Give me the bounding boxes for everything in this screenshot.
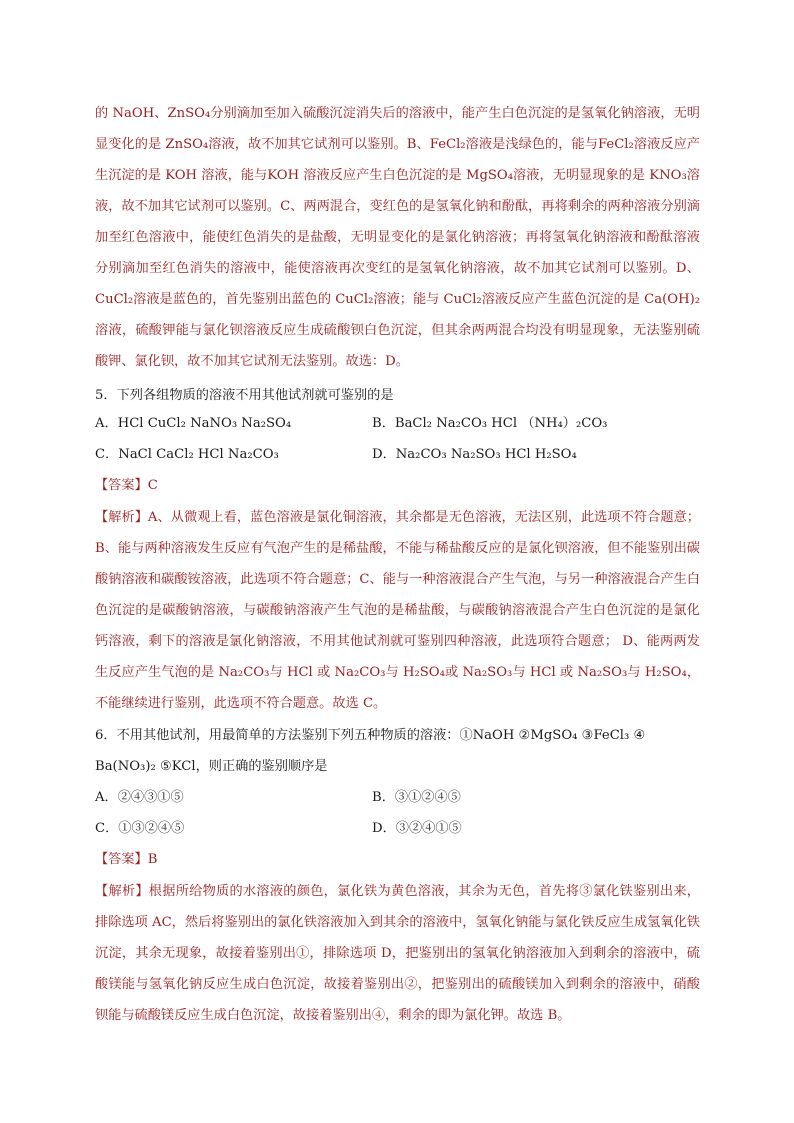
question-6-stem-line-2: Ba(NO₃)₂ ⑤KCl，则正确的鉴别顺序是 — [95, 759, 328, 774]
question-5-option-d: D．Na₂CO₃ Na₂SO₃ HCl H₂SO₄ — [372, 447, 577, 462]
question-6-option-c: C．①③②④⑤ — [95, 821, 185, 836]
question-6-explanation: 【解析】根据所给物质的水溶液的颜色，氯化铁为黄色溶液，其余为无色，首先将③氯化铁鉴别出来，排除选项 AC，然后将鉴别出的氯化铁溶液加入到其余的溶液中，氢氧化钠能与氯化铁反应生成氢氧化铁沉淀，其余无现象，故接着鉴别出①，排除选项 D，把鉴别出的氢氧化钠溶液加入到剩余的溶液中，硫酸镁能与氢氧化钠反应生成白色沉淀，故接着鉴别出②，把鉴别出的硫酸镁加入到剩余的溶液中，硝酸钡能与硫酸镁反应生成白色沉淀，故接着鉴别出④，剩余的即为氯化钾。故选 B。 — [95, 884, 700, 1023]
question-5-explanation: 【解析】A、从微观上看，蓝色溶液是氯化铜溶液，其余都是无色溶液，无法区别，此选项不符合题意；B、能与两种溶液发生反应有气泡产生的是稀盐酸，不能与稀盐酸反应的是氯化钡溶液，但不能鉴别出碳酸钠溶液和碳酸铵溶液，此选项不符合题意；C、能与一种溶液混合产生气泡，与另一种溶液混合产生白色沉淀的是碳酸钠溶液，与碳酸钠溶液产生气泡的是稀盐酸，与碳酸钠溶液混合产生白色沉淀的是氯化钙溶液，剩下的溶液是氯化钠溶液，不用其他试剂就可鉴别四种溶液，此选项符合题意； D、能两两发生反应产生气泡的是 Na₂CO₃与 HCl 或 Na₂CO₃与 H₂SO₄或 Na₂SO₃与 HCl 或 Na₂SO₃与 H₂SO₄，不能继续进行鉴别，此选项不符合题意。故选 C。 — [95, 510, 700, 711]
question-5-option-c: C．NaCl CaCl₂ HCl Na₂CO₃ — [95, 447, 279, 462]
explanation-4-continued: 的 NaOH、ZnSO₄分别滴加至加入硫酸沉淀消失后的溶液中，能产生白色沉淀的是氢氧化钠溶液，无明显变化的是 ZnSO₄溶液，故不加其它试剂可以鉴别。B、FeCl₂溶液是浅绿色的，能与FeCl₂溶液反应产生沉淀的是 KOH 溶液，能与KOH 溶液反应产生白色沉淀的是 MgSO₄溶液，无明显现象的是 KNO₃溶液，故不加其它试剂可以鉴别。C、两两混合，变红色的是氢氧化钠和酚酞，再将剩余的两种溶液分别滴加至红色溶液中，能使红色消失的是盐酸，无明显变化的是氯化钠溶液；再将氢氧化钠溶液和酚酞溶液分别滴加至红色消失的溶液中，能使溶液再次变红的是氢氧化钠溶液，故不加其它试剂可以鉴别。D、CuCl₂溶液是蓝色的，首先鉴别出蓝色的 CuCl₂溶液；能与 CuCl₂溶液反应产生蓝色沉淀的是 Ca(OH)₂溶液，硫酸钾能与氯化钡溶液反应生成硫酸钡白色沉淀，但其余两两混合均没有明显现象，无法鉴别硫酸钾、氯化钡，故不加其它试剂无法鉴别。故选：D。 — [95, 106, 700, 369]
question-6-answer: 【答案】B — [95, 852, 158, 867]
question-6-option-d: D．③②④①⑤ — [372, 821, 462, 836]
question-6-option-a: A．②④③①⑤ — [95, 790, 184, 805]
question-5-option-a: A．HCl CuCl₂ NaNO₃ Na₂SO₄ — [95, 416, 292, 431]
question-5-answer: 【答案】C — [95, 478, 158, 493]
question-6-option-b: B．③①②④⑤ — [372, 790, 461, 805]
question-6-stem-line-1: 6．不用其他试剂，用最简单的方法鉴别下列五种物质的溶液：①NaOH ②MgSO₄ ③FeCl₃ ④ — [95, 728, 646, 743]
question-5-stem: 5．下列各组物质的溶液不用其他试剂就可鉴别的是 — [95, 388, 394, 403]
question-5-option-b: B．BaCl₂ Na₂CO₃ HCl （NH₄）₂CO₃ — [372, 416, 608, 431]
